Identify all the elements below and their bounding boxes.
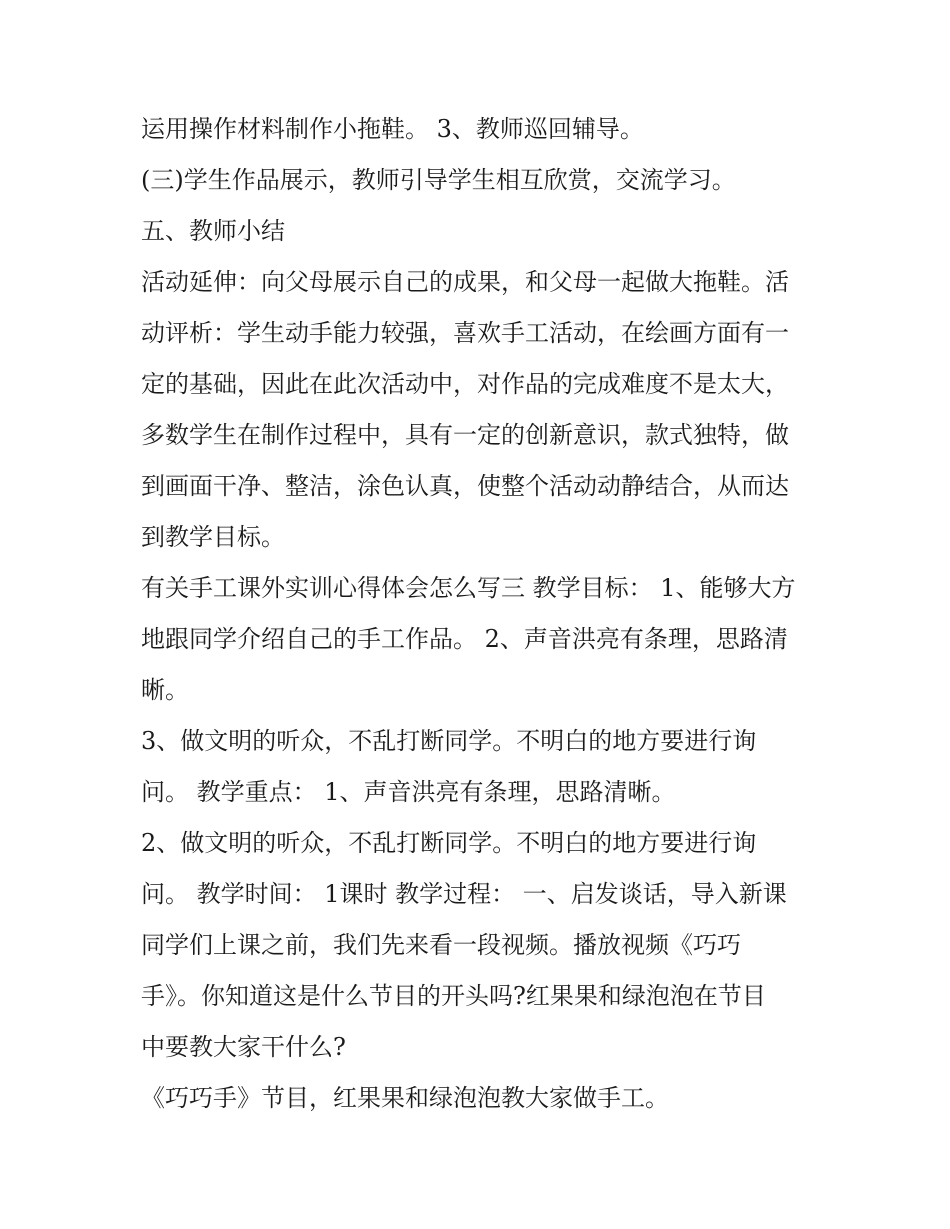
text-line: 到教学目标。: [141, 523, 285, 551]
text-line: 晰。: [141, 676, 189, 704]
text-line: 同学们上课之前，我们先来看一段视频。播放视频《巧巧: [141, 931, 741, 959]
text-line: 手》。你知道这是什么节目的开头吗?红果果和绿泡泡在节目: [141, 982, 766, 1010]
text-line: 《巧巧手》节目，红果果和绿泡泡教大家做手工。: [141, 1084, 669, 1112]
text-line: 到画面干净、整洁，涂色认真，使整个活动动静结合，从而达: [141, 472, 789, 500]
text-line: 多数学生在制作过程中，具有一定的创新意识，款式独特，做: [141, 421, 789, 449]
text-line: 中要教大家干什么?: [141, 1033, 346, 1061]
text-line: 有关手工课外实训心得体会怎么写三 教学目标： 1、能够大方: [141, 574, 796, 602]
text-line: 运用操作材料制作小拖鞋。 3、教师巡回辅导。: [141, 115, 644, 143]
text-line: 动评析：学生动手能力较强，喜欢手工活动，在绘画方面有一: [141, 319, 789, 347]
text-line: 定的基础，因此在此次活动中，对作品的完成难度不是太大，: [141, 370, 789, 398]
text-line: 地跟同学介绍自己的手工作品。 2、声音洪亮有条理，思路清: [141, 625, 788, 653]
text-line: 五、教师小结: [141, 217, 285, 245]
text-line: 3、做文明的听众，不乱打断同学。不明白的地方要进行询: [141, 727, 757, 755]
text-line: 问。 教学重点： 1、声音洪亮有条理，思路清晰。: [141, 778, 676, 806]
text-line: 问。 教学时间： 1课时 教学过程： 一、启发谈话，导入新课: [141, 880, 787, 908]
text-line: 2、做文明的听众，不乱打断同学。不明白的地方要进行询: [141, 829, 757, 857]
text-line: 活动延伸：向父母展示自己的成果，和父母一起做大拖鞋。活: [141, 268, 789, 296]
text-line: (三)学生作品展示，教师引导学生相互欣赏，交流学习。: [141, 166, 736, 194]
